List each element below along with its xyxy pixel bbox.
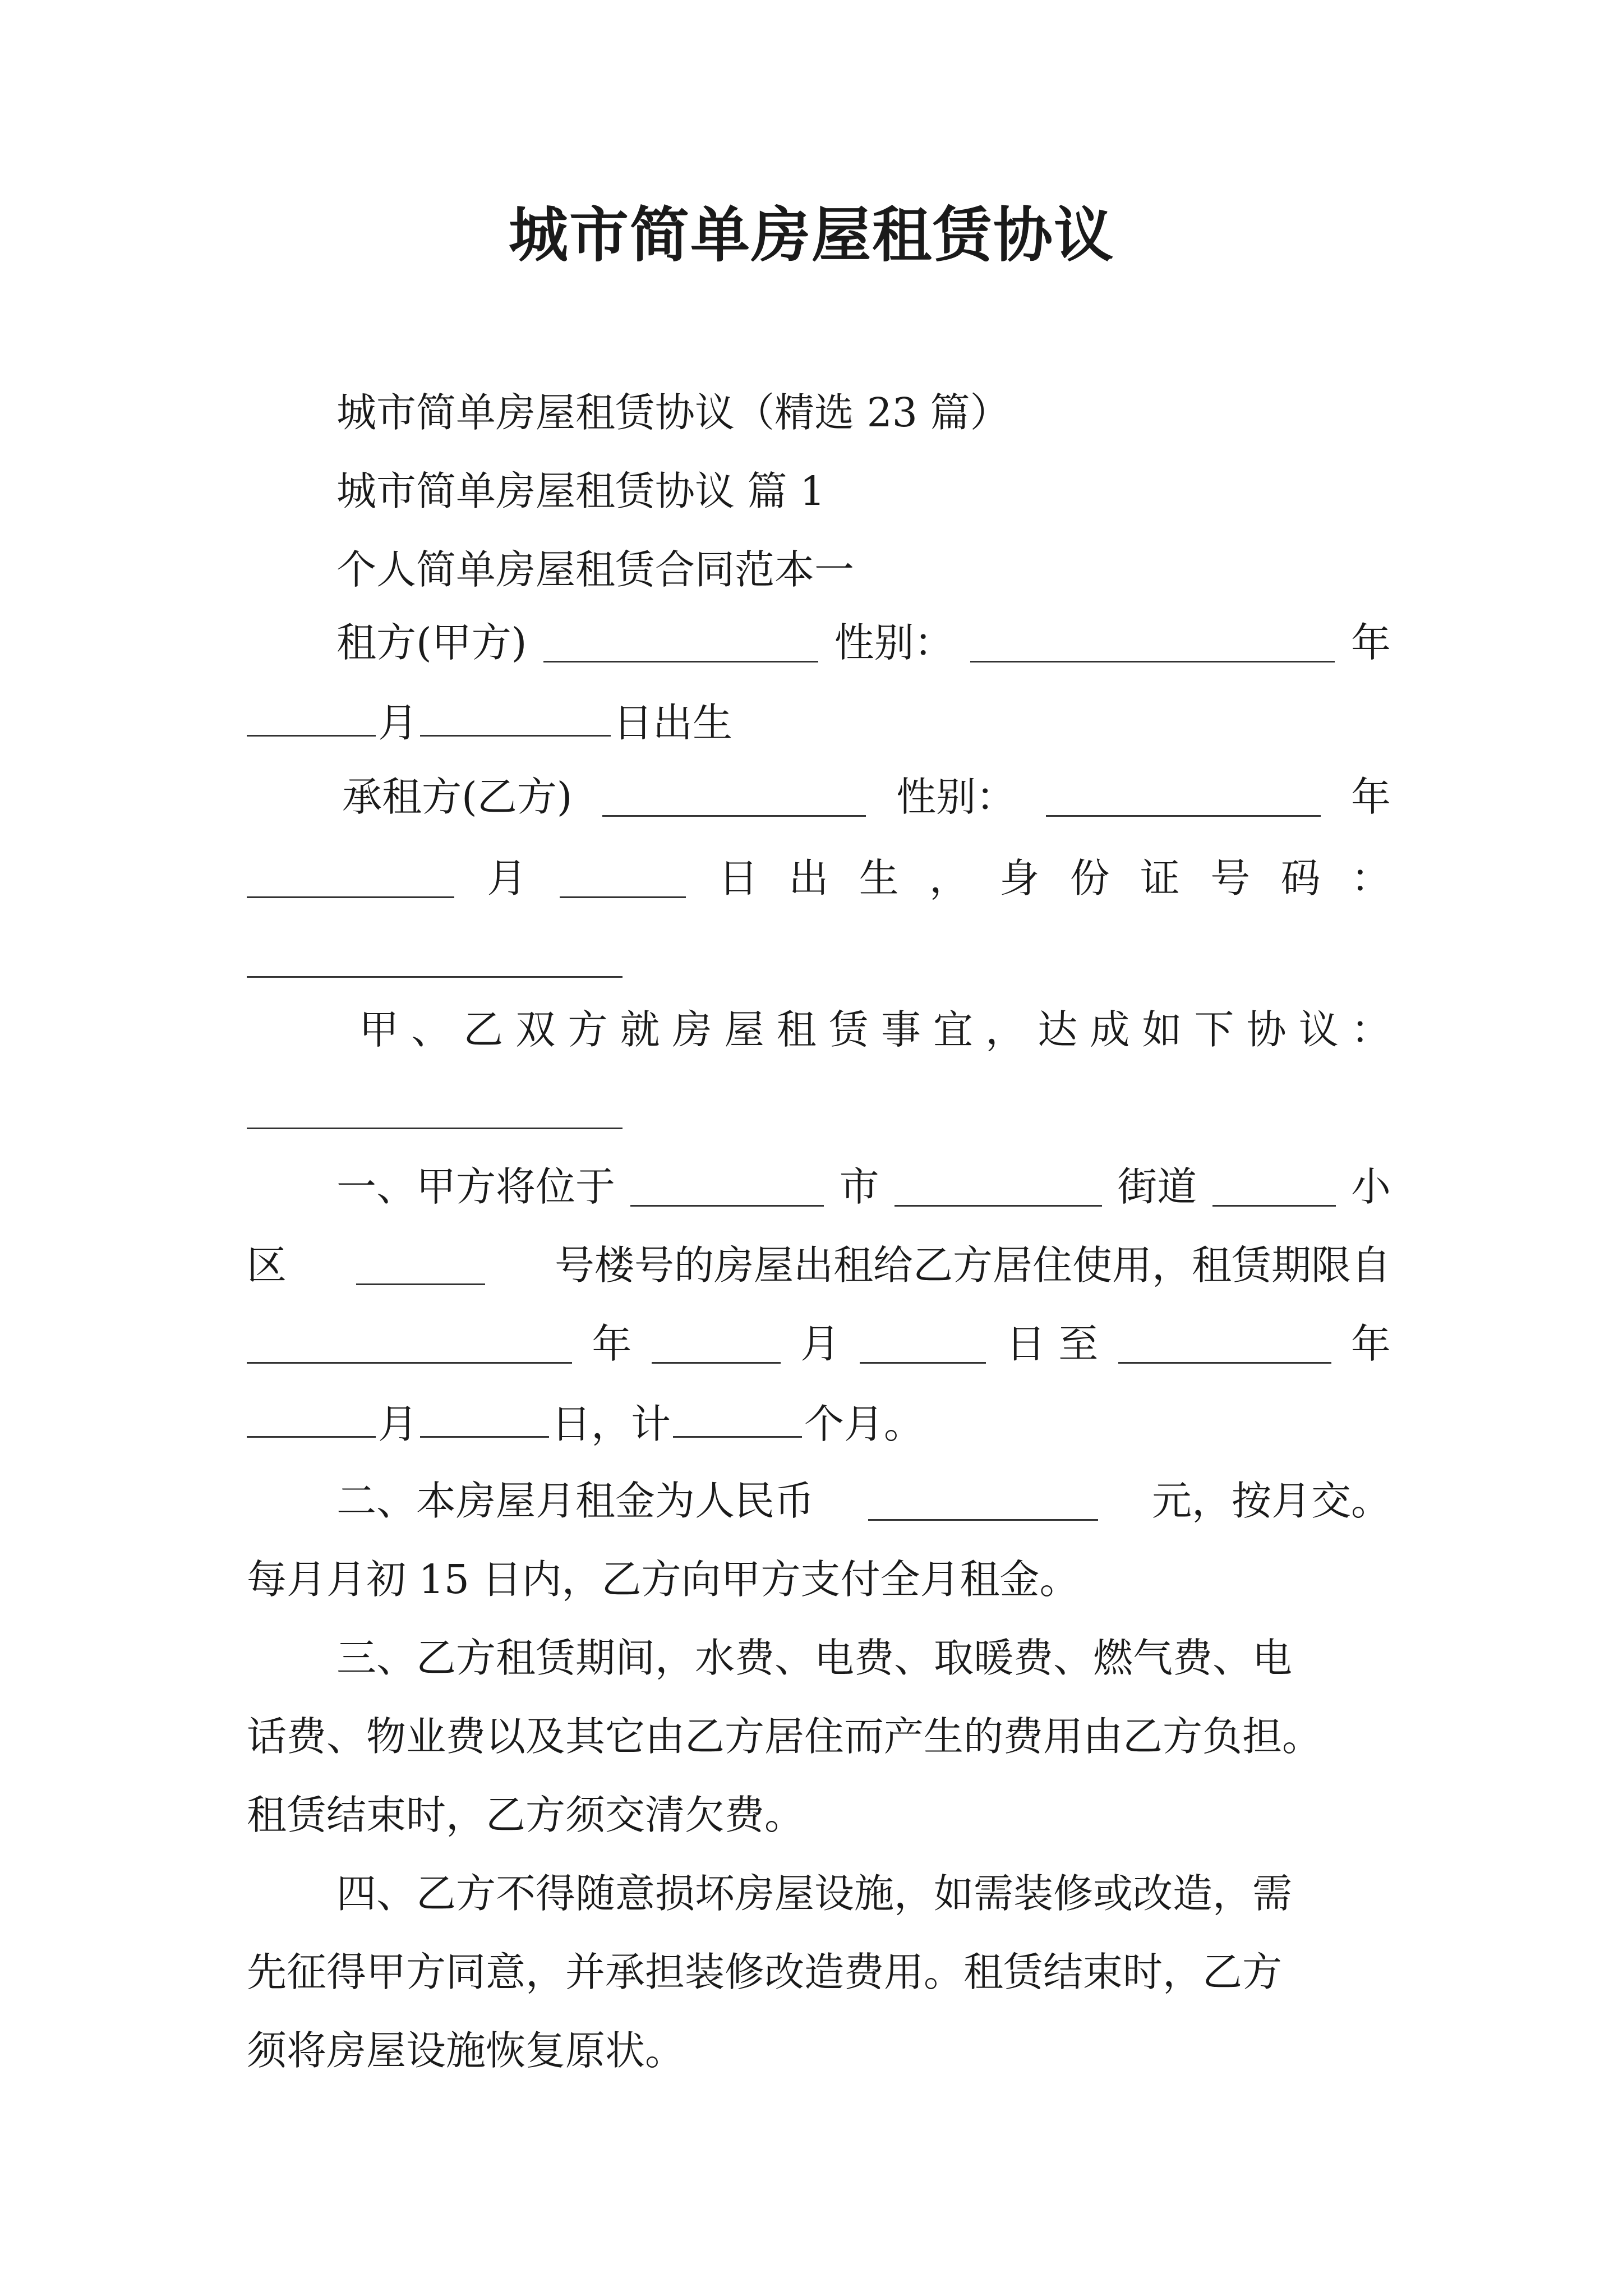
intro-char: 租 — [776, 1006, 817, 1053]
intro-char: ， — [985, 1006, 1026, 1053]
clause3-line-2: 话费、物业费以及其它由乙方居住而产生的费用由乙方负担。 — [247, 1713, 1322, 1760]
intro-char: 房 — [672, 1006, 712, 1053]
clause4-line-2: 先征得甲方同意，并承担装修改造费用。租赁结束时，乙方 — [247, 1949, 1283, 1995]
clause1-end-month-blank — [247, 1402, 376, 1438]
party-b-born-char: 证 — [1140, 855, 1180, 901]
intro-char: 下 — [1194, 1006, 1234, 1053]
clause1-start-year-blank — [247, 1328, 572, 1364]
intro-char: 就 — [620, 1006, 660, 1053]
intro-char: 乙 — [463, 1006, 504, 1053]
party-b-born-char: 日 — [718, 855, 758, 901]
party-b-id-blank — [247, 942, 623, 978]
intro-char: 议 — [1298, 1006, 1339, 1053]
agreement-blank — [247, 1094, 623, 1129]
clause2-line-2: 每月月初 15 日内，乙方向甲方支付全月租金。 — [247, 1556, 1080, 1603]
document-subtitle: 城市简单房屋租赁协议（精选 23 篇） — [336, 389, 1010, 436]
party-a-line-1 — [336, 619, 1391, 666]
party-b-born-char: ： — [1350, 855, 1391, 901]
clause1-year2: 年 — [1350, 1320, 1391, 1367]
party-a-day-blank — [420, 701, 611, 737]
intro-char: 屋 — [724, 1006, 764, 1053]
party-a-born: 日出生 — [613, 700, 733, 746]
clause1-end-year-blank — [1118, 1328, 1331, 1364]
clause1-start-month-blank — [652, 1328, 781, 1364]
party-b-born-char: 身 — [999, 855, 1040, 901]
party-b-born-char: 份 — [1069, 855, 1110, 901]
intro-char: 方 — [568, 1006, 608, 1053]
clause1-qu: 区 — [247, 1242, 287, 1289]
clause1-building-blank — [356, 1250, 485, 1285]
intro-char: ： — [1350, 1006, 1391, 1053]
template-heading: 个人简单房屋租赁合同范本一 — [336, 546, 855, 593]
party-a-label: 租方(甲方) — [336, 619, 527, 666]
party-a-gender-blank — [970, 627, 1335, 662]
party-b-year: 年 — [1350, 774, 1391, 820]
party-b-gender-label: 性别： — [896, 774, 1016, 820]
clause1-line-4 — [247, 1401, 924, 1447]
party-b-line-2 — [247, 855, 1391, 901]
intro-char: 甲 — [359, 1006, 399, 1053]
intro-char: 事 — [880, 1006, 921, 1053]
intro-char: 宜 — [933, 1006, 974, 1053]
clause1-prefix: 一、甲方将位于 — [336, 1163, 616, 1210]
party-b-gender-blank — [1046, 781, 1321, 817]
party-b-name-blank — [602, 781, 866, 817]
clause1-city: 市 — [839, 1163, 879, 1210]
party-a-month: 月 — [378, 700, 418, 746]
clause1-line-1 — [336, 1163, 1391, 1210]
clause1-xiao: 小 — [1350, 1163, 1391, 1210]
intro-char: 如 — [1142, 1006, 1182, 1053]
clause1-day2: 日，计 — [551, 1401, 671, 1447]
clause1-text2: 号楼号的房屋出租给乙方居住使用，租赁期限自 — [554, 1242, 1391, 1289]
intro-char: 双 — [515, 1006, 556, 1053]
party-b-born-char: 码 — [1280, 855, 1321, 901]
clause3-line-3: 租赁结束时，乙方须交清欠费。 — [247, 1792, 805, 1838]
intro-char: 赁 — [828, 1006, 869, 1053]
clause1-total-months-blank — [673, 1402, 802, 1438]
clause1-location-blank — [630, 1171, 824, 1207]
intro-char: 达 — [1038, 1006, 1078, 1053]
party-b-id-line — [247, 942, 625, 984]
clause1-day-to: 日 至 — [1006, 1320, 1099, 1367]
agreement-blank-line — [247, 1094, 625, 1135]
party-b-month: 月 — [487, 855, 527, 901]
party-a-gender-label: 性别： — [834, 619, 954, 666]
clause1-city-blank — [895, 1171, 1102, 1207]
clause1-line-3 — [247, 1320, 1391, 1367]
clause1-month: 月 — [800, 1320, 841, 1367]
clause2-prefix: 二、本房屋月租金为人民币 — [336, 1478, 815, 1524]
party-a-name-blank — [543, 627, 818, 662]
party-a-month-blank — [247, 701, 376, 737]
clause4-line-3: 须将房屋设施恢复原状。 — [247, 2027, 685, 2074]
party-b-born-char: 号 — [1210, 855, 1251, 901]
clause4-line-1: 四、乙方不得随意损坏房屋设施，如需装修或改造，需 — [336, 1870, 1293, 1917]
clause1-street: 街道 — [1117, 1163, 1197, 1210]
clause1-end-day-blank — [420, 1402, 549, 1438]
clause1-line-2 — [247, 1242, 1391, 1289]
intro-char: 、 — [411, 1006, 451, 1053]
clause2-line-1 — [336, 1478, 1391, 1524]
party-a-year: 年 — [1350, 619, 1391, 666]
clause2-rent-blank — [868, 1485, 1098, 1521]
section-heading: 城市简单房屋租赁协议 篇 1 — [336, 468, 826, 514]
party-b-born-char: 生 — [859, 855, 899, 901]
party-a-line-2 — [247, 700, 733, 746]
intro-char: 成 — [1090, 1006, 1130, 1053]
party-b-label: 承租方(乙方) — [342, 774, 573, 820]
clause1-street-blank — [1212, 1171, 1336, 1207]
agreement-intro — [359, 1006, 1391, 1053]
clause1-year: 年 — [592, 1320, 632, 1367]
party-b-line-1 — [342, 774, 1391, 820]
clause1-month2: 月 — [378, 1401, 418, 1447]
document-title: 城市简单房屋租赁协议 — [509, 200, 1114, 270]
clause3-line-1: 三、乙方租赁期间，水费、电费、取暖费、燃气费、电 — [336, 1635, 1293, 1681]
intro-char: 协 — [1246, 1006, 1287, 1053]
clause1-months: 个月。 — [804, 1401, 924, 1447]
party-b-month-blank — [247, 863, 454, 898]
party-b-day-blank — [560, 863, 686, 898]
clause2-suffix: 元，按月交。 — [1151, 1478, 1391, 1524]
party-b-born-char: 出 — [789, 855, 829, 901]
party-b-born-char: ， — [929, 855, 969, 901]
clause1-start-day-blank — [860, 1328, 986, 1364]
